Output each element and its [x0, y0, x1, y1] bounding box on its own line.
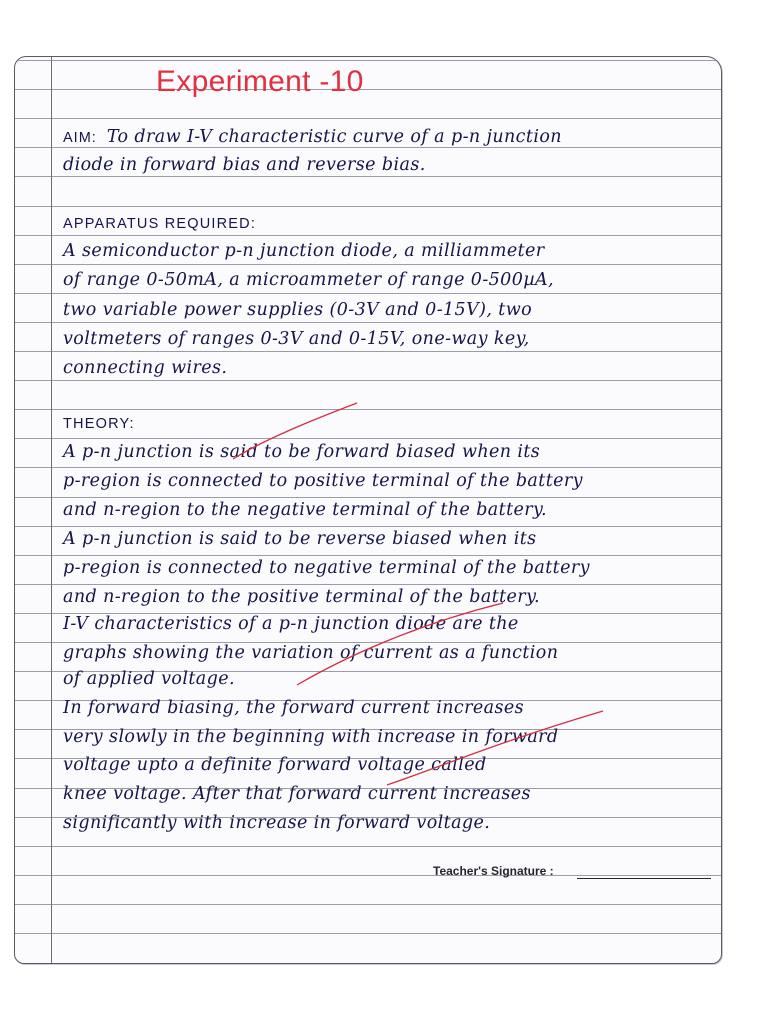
theory-line: voltage upto a definite forward voltage called [63, 755, 487, 775]
theory-line: A p-n junction is said to be forward biased when its [63, 442, 541, 462]
ruled-line [15, 438, 721, 439]
aim-label: AIM: [63, 130, 97, 146]
aim-line-1 [63, 127, 562, 147]
ruled-line [15, 584, 721, 585]
ruled-line [15, 875, 721, 876]
ruled-line [15, 147, 721, 148]
aim-line-2: diode in forward bias and reverse bias. [63, 155, 426, 175]
ruled-line [15, 118, 721, 119]
ruled-line [15, 380, 721, 381]
theory-line: and n-region to the positive terminal of the battery. [63, 587, 541, 607]
theory-line: In forward biasing, the forward current increases [63, 698, 524, 718]
theory-line: knee voltage. After that forward current increases [63, 784, 531, 804]
ruled-line [15, 846, 721, 847]
ruled-line [15, 322, 721, 323]
aim-text-1: To draw I-V characteristic curve of a p-n junction [106, 127, 562, 147]
theory-line: p-region is connected to positive terminal of the battery [63, 471, 583, 491]
ruled-line [15, 467, 721, 468]
ruled-line [15, 497, 721, 498]
theory-line: significantly with increase in forward voltage. [63, 813, 491, 833]
ruled-line [15, 206, 721, 207]
ruled-line [15, 555, 721, 556]
page-title: Experiment -10 [156, 65, 364, 98]
theory-line: A p-n junction is said to be reverse biased when its [63, 529, 537, 549]
apparatus-line: voltmeters of ranges 0-3V and 0-15V, one-way key, [63, 329, 530, 349]
theory-line: and n-region to the negative terminal of the battery. [63, 500, 547, 520]
theory-line: graphs showing the variation of current as a function [63, 643, 559, 663]
theory-line: very slowly in the beginning with increase in forward [63, 727, 559, 747]
margin-line-left [51, 57, 52, 963]
theory-line: of applied voltage. [63, 669, 235, 689]
apparatus-heading: APPARATUS REQUIRED: [63, 216, 257, 232]
ruled-line [15, 526, 721, 527]
apparatus-line: two variable power supplies (0-3V and 0-15V), two [63, 300, 533, 320]
theory-line: I-V characteristics of a p-n junction diode are the [63, 614, 519, 634]
ruled-line [15, 60, 721, 61]
ruled-line [15, 89, 721, 90]
ruled-line [15, 904, 721, 905]
signature-line[interactable] [577, 878, 711, 879]
apparatus-line: of range 0-50mA, a microammeter of range 0-500µA, [63, 270, 555, 290]
teacher-signature-label: Teacher's Signature : [433, 864, 554, 878]
ruled-line [15, 264, 721, 265]
ruled-line [15, 933, 721, 934]
ruled-line [15, 235, 721, 236]
ruled-line [15, 293, 721, 294]
apparatus-line: A semiconductor p-n junction diode, a milliammeter [63, 241, 545, 261]
theory-heading: THEORY: [63, 416, 135, 432]
notebook-page [14, 56, 722, 964]
theory-line: p-region is connected to negative terminal of the battery [63, 558, 590, 578]
apparatus-line: connecting wires. [63, 358, 228, 378]
ruled-line [15, 176, 721, 177]
ruled-line [15, 409, 721, 410]
ruled-line [15, 351, 721, 352]
